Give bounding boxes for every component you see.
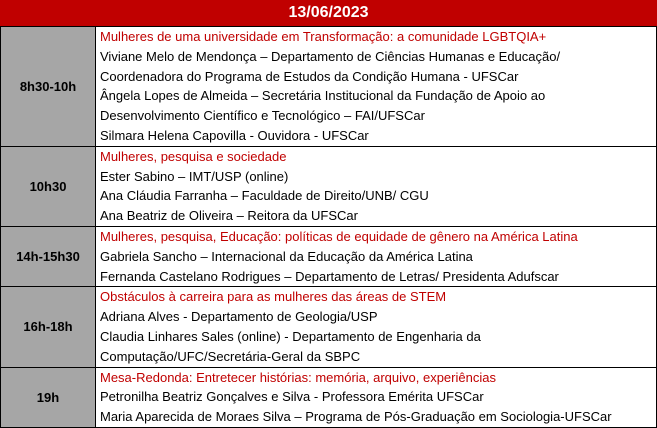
- time-cell: 8h30-10h: [1, 27, 96, 146]
- session-cell: [96, 147, 656, 226]
- schedule-row-morning-1: [1, 27, 656, 147]
- session-cell: [96, 27, 656, 146]
- speaker-line: Adriana Alves - Departamento de Geologia/USP: [100, 309, 378, 325]
- schedule-body: [0, 27, 657, 428]
- speaker-line: Ângela Lopes de Almeida – Secretária Institucional da Fundação de Apoio ao: [100, 88, 546, 104]
- session-title: Obstáculos à carreira para as mulheres das áreas de STEM: [100, 289, 447, 305]
- time-cell: 19h: [1, 368, 96, 427]
- schedule-row-evening: [1, 368, 656, 427]
- session-title: Mulheres, pesquisa, Educação: políticas de equidade de gênero na América Latina: [100, 228, 578, 244]
- session-title: Mulheres de uma universidade em Transformação: a comunidade LGBTQIA+: [100, 29, 547, 44]
- session-title: Mesa-Redonda: Entretecer histórias: memória, arquivo, experiências: [100, 369, 496, 385]
- speaker-line: Coordenadora do Programa de Estudos da Condição Humana - UFSCar: [100, 68, 519, 84]
- speaker-line: Desenvolvimento Científico e Tecnológico – FAI/UFSCar: [100, 108, 425, 124]
- date-header: [0, 0, 657, 27]
- speaker-line: Computação/UFC/Secretária-Geral da SBPC: [100, 348, 361, 364]
- speaker-line: Fernanda Castelano Rodrigues – Departamento de Letras/ Presidenta Adufscar: [100, 268, 559, 284]
- date-header-label: 13/06/2023: [288, 4, 369, 21]
- speaker-line: Ana Beatriz de Oliveira – Reitora da UFSCar: [100, 208, 358, 224]
- speaker-line: Silmara Helena Capovilla - Ouvidora - UFSCar: [100, 127, 369, 143]
- speaker-line: Maria Aparecida de Moraes Silva – Programa de Pós-Graduação em Sociologia-UFSCar: [100, 409, 612, 425]
- session-cell: [96, 368, 656, 427]
- time-cell: 10h30: [1, 147, 96, 226]
- speaker-line: Ester Sabino – IMT/USP (online): [100, 168, 289, 184]
- schedule-row-afternoon-2: [1, 287, 656, 367]
- session-cell: [96, 287, 656, 366]
- time-cell: 16h-18h: [1, 287, 96, 366]
- session-title: Mulheres, pesquisa e sociedade: [100, 148, 287, 164]
- speaker-line: Viviane Melo de Mendonça – Departamento de Ciências Humanas e Educação/: [100, 48, 561, 64]
- time-cell: 14h-15h30: [1, 227, 96, 286]
- schedule-row-morning-2: [1, 147, 656, 227]
- session-cell: [96, 227, 656, 286]
- speaker-line: Ana Cláudia Farranha – Faculdade de Direito/UNB/ CGU: [100, 188, 429, 204]
- speaker-line: Claudia Linhares Sales (online) - Departamento de Engenharia da: [100, 328, 481, 344]
- speaker-line: Gabriela Sancho – Internacional da Educação da América Latina: [100, 248, 473, 264]
- schedule-row-afternoon-1: [1, 227, 656, 287]
- speaker-line: Petronilha Beatriz Gonçalves e Silva - Professora Emérita UFSCar: [100, 389, 484, 405]
